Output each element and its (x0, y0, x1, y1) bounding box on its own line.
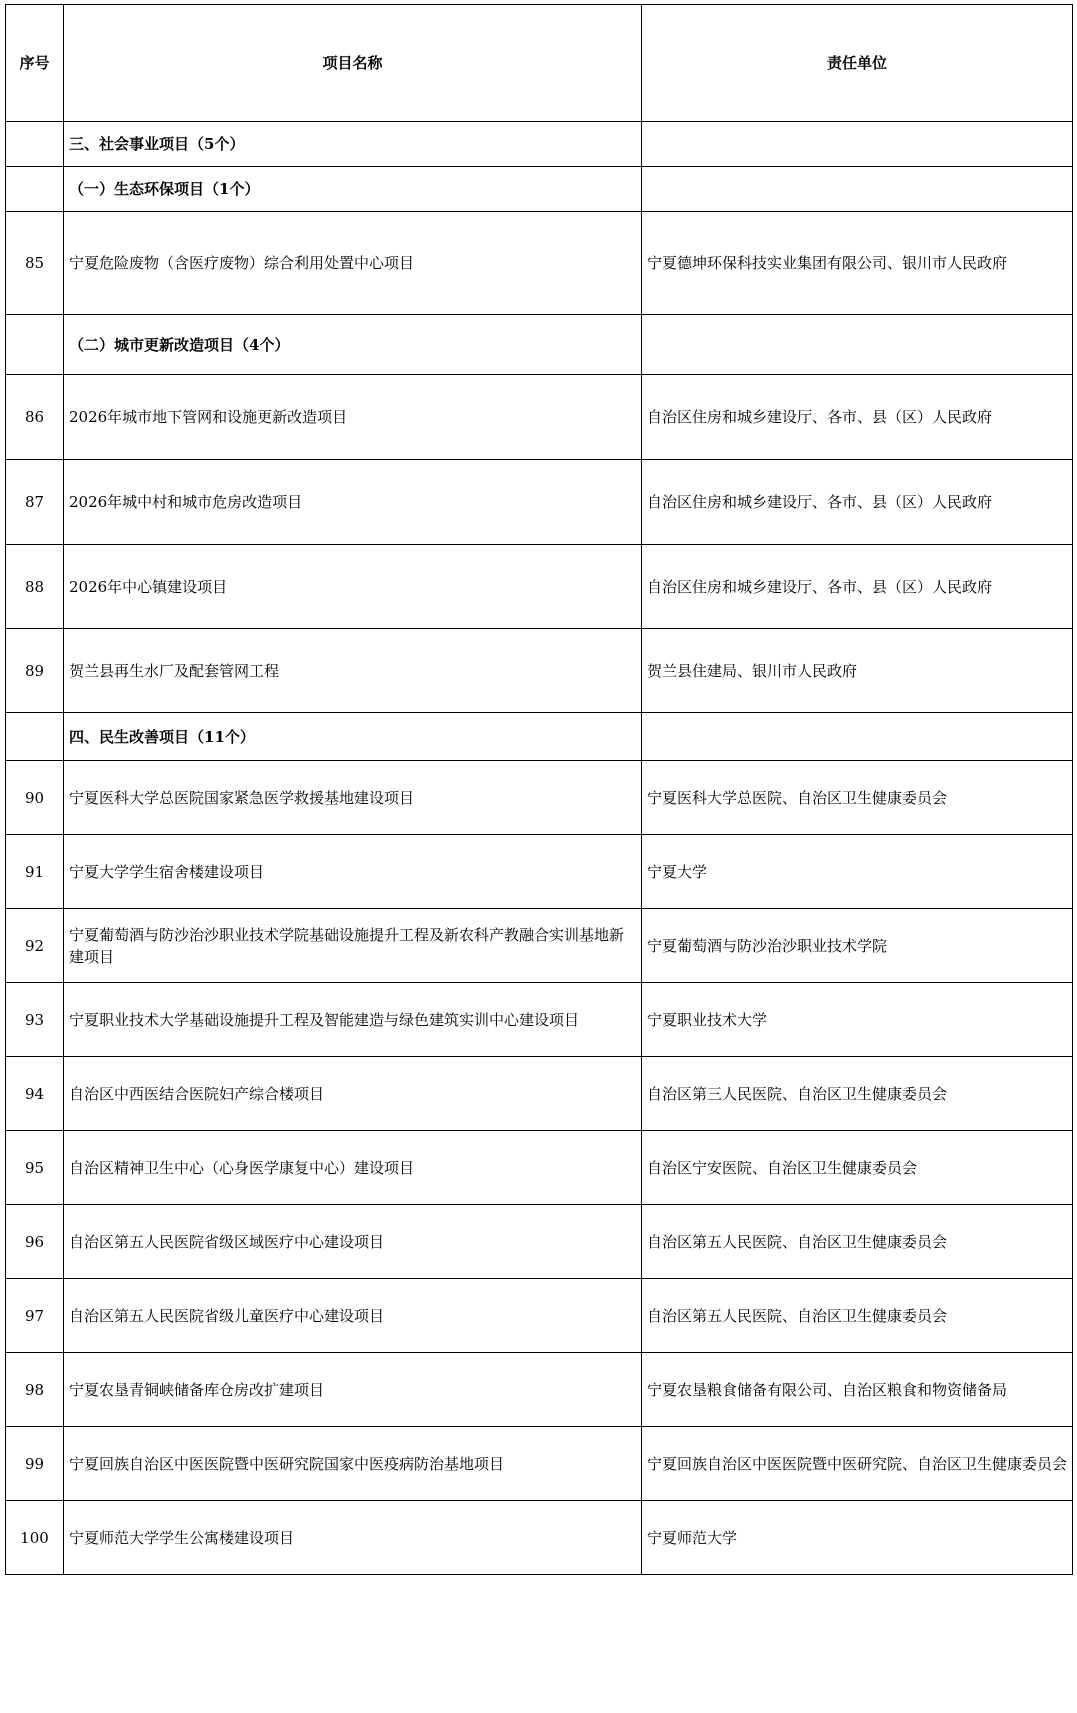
row-responsible-unit: 宁夏德坤环保科技实业集团有限公司、银川市人民政府 (642, 212, 1073, 315)
row-seq: 93 (6, 983, 64, 1057)
row-project-name: 宁夏大学学生宿舍楼建设项目 (64, 835, 642, 909)
row-responsible-unit: 自治区第三人民医院、自治区卫生健康委员会 (642, 1057, 1073, 1131)
header-seq: 序号 (6, 5, 64, 122)
row-project-name: 自治区精神卫生中心（心身医学康复中心）建设项目 (64, 1131, 642, 1205)
row-responsible-unit: 宁夏回族自治区中医医院暨中医研究院、自治区卫生健康委员会 (642, 1427, 1073, 1501)
row-project-name: 自治区中西医结合医院妇产综合楼项目 (64, 1057, 642, 1131)
row-project-name: 2026年城中村和城市危房改造项目 (64, 460, 642, 545)
row-responsible-unit: 自治区住房和城乡建设厅、各市、县（区）人民政府 (642, 375, 1073, 460)
table-row (6, 835, 1073, 909)
table-row (6, 1131, 1073, 1205)
row-seq: 94 (6, 1057, 64, 1131)
row-project-name: 2026年城市地下管网和设施更新改造项目 (64, 375, 642, 460)
row-project-name: 自治区第五人民医院省级儿童医疗中心建设项目 (64, 1279, 642, 1353)
row-seq: 89 (6, 629, 64, 713)
row-responsible-unit: 自治区住房和城乡建设厅、各市、县（区）人民政府 (642, 460, 1073, 545)
row-responsible-unit: 宁夏大学 (642, 835, 1073, 909)
row-project-name: 宁夏职业技术大学基础设施提升工程及智能建造与绿色建筑实训中心建设项目 (64, 983, 642, 1057)
row-responsible-unit: 宁夏医科大学总医院、自治区卫生健康委员会 (642, 761, 1073, 835)
section-row (6, 315, 1073, 375)
row-project-name: 宁夏农垦青铜峡储备库仓房改扩建项目 (64, 1353, 642, 1427)
table-row (6, 1427, 1073, 1501)
row-seq: 85 (6, 212, 64, 315)
section-row (6, 713, 1073, 761)
row-project-name: 自治区第五人民医院省级区域医疗中心建设项目 (64, 1205, 642, 1279)
section-title: （二）城市更新改造项目（4个） (64, 315, 642, 375)
row-responsible-unit: 宁夏农垦粮食储备有限公司、自治区粮食和物资储备局 (642, 1353, 1073, 1427)
header-unit: 责任单位 (642, 5, 1073, 122)
section-title: 三、社会事业项目（5个） (64, 122, 642, 167)
row-project-name: 宁夏回族自治区中医医院暨中医研究院国家中医疫病防治基地项目 (64, 1427, 642, 1501)
table-row (6, 1205, 1073, 1279)
row-responsible-unit: 自治区第五人民医院、自治区卫生健康委员会 (642, 1205, 1073, 1279)
row-seq: 92 (6, 909, 64, 983)
table-row (6, 761, 1073, 835)
row-project-name: 宁夏危险废物（含医疗废物）综合利用处置中心项目 (64, 212, 642, 315)
row-seq: 86 (6, 375, 64, 460)
row-responsible-unit: 自治区住房和城乡建设厅、各市、县（区）人民政府 (642, 545, 1073, 629)
table-row (6, 629, 1073, 713)
row-seq: 90 (6, 761, 64, 835)
row-seq: 95 (6, 1131, 64, 1205)
row-seq: 98 (6, 1353, 64, 1427)
row-project-name: 宁夏师范大学学生公寓楼建设项目 (64, 1501, 642, 1575)
section-row (6, 167, 1073, 212)
row-responsible-unit: 宁夏葡萄酒与防沙治沙职业技术学院 (642, 909, 1073, 983)
table-row (6, 909, 1073, 983)
row-project-name: 宁夏葡萄酒与防沙治沙职业技术学院基础设施提升工程及新农科产教融合实训基地新建项目 (64, 909, 642, 983)
section-title: 四、民生改善项目（11个） (64, 713, 642, 761)
row-responsible-unit: 贺兰县住建局、银川市人民政府 (642, 629, 1073, 713)
row-seq: 91 (6, 835, 64, 909)
section-row (6, 122, 1073, 167)
row-project-name: 宁夏医科大学总医院国家紧急医学救援基地建设项目 (64, 761, 642, 835)
row-seq: 100 (6, 1501, 64, 1575)
table-header-row (6, 5, 1073, 122)
table-row (6, 1501, 1073, 1575)
row-project-name: 贺兰县再生水厂及配套管网工程 (64, 629, 642, 713)
table-row (6, 375, 1073, 460)
row-seq: 88 (6, 545, 64, 629)
project-table (5, 4, 1073, 1575)
row-seq: 87 (6, 460, 64, 545)
row-project-name: 2026年中心镇建设项目 (64, 545, 642, 629)
table-row (6, 212, 1073, 315)
row-seq: 97 (6, 1279, 64, 1353)
table-row (6, 983, 1073, 1057)
table-row (6, 1279, 1073, 1353)
table-row (6, 460, 1073, 545)
row-responsible-unit: 宁夏师范大学 (642, 1501, 1073, 1575)
row-responsible-unit: 宁夏职业技术大学 (642, 983, 1073, 1057)
table-row (6, 1057, 1073, 1131)
table-row (6, 1353, 1073, 1427)
header-name: 项目名称 (64, 5, 642, 122)
row-seq: 99 (6, 1427, 64, 1501)
row-responsible-unit: 自治区第五人民医院、自治区卫生健康委员会 (642, 1279, 1073, 1353)
table-row (6, 545, 1073, 629)
row-seq: 96 (6, 1205, 64, 1279)
section-title: （一）生态环保项目（1个） (64, 167, 642, 212)
row-responsible-unit: 自治区宁安医院、自治区卫生健康委员会 (642, 1131, 1073, 1205)
